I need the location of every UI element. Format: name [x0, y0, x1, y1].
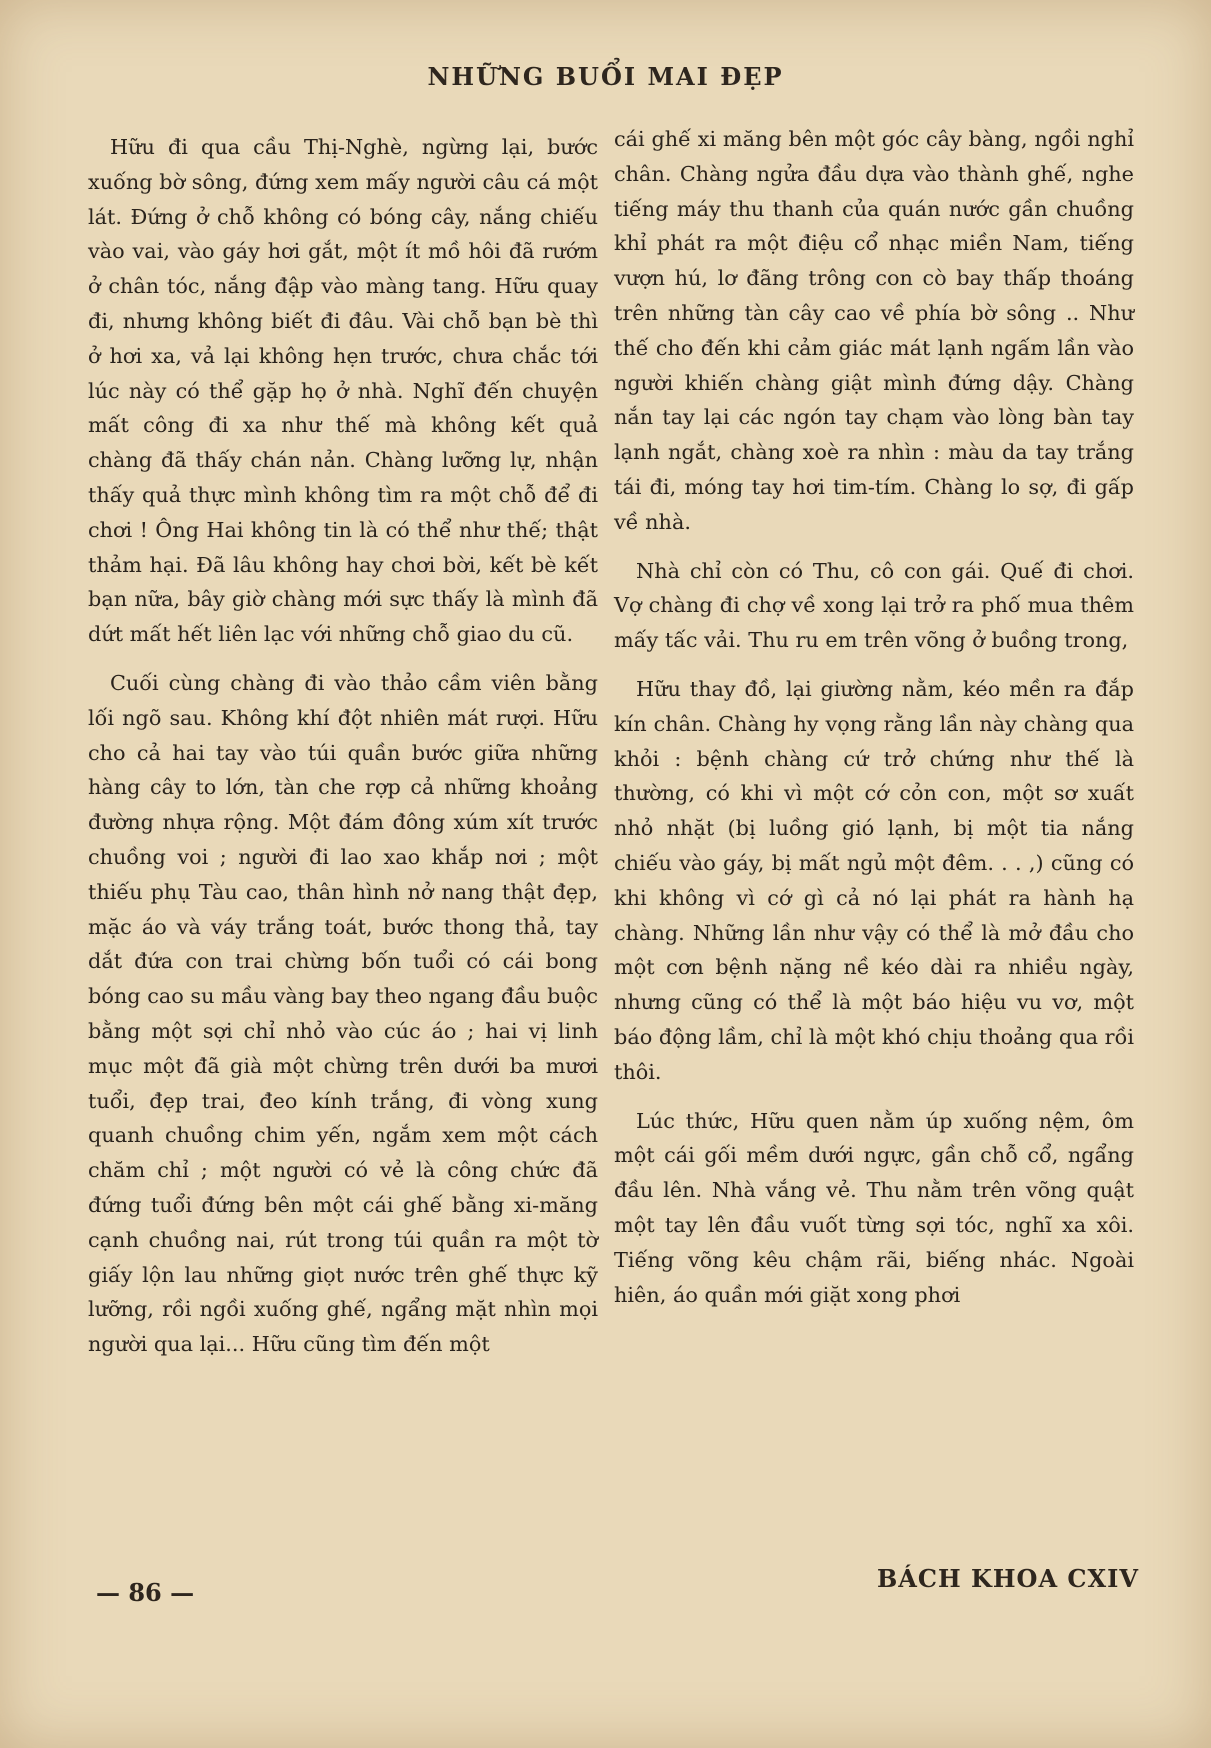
- paragraph: Hữu thay đồ, lại giường nằm, kéo mền ra đắp kín chân. Chàng hy vọng rằng lần này chàng qua khỏi : bệnh chàng cứ trở chứng như thế là thường, có khi vì một cớ cỏn con, một sơ xuất nhỏ nhặt (bị luồng gió lạnh, bị một tia nắng chiếu vào gáy, bị mất ngủ một đêm. . . ,) cũng có khi không vì cớ gì cả nó lại phát ra hành hạ chàng. Những lần như vậy có thể là mở đầu cho một cơn bệnh nặng nề kéo dài ra nhiều ngày, nhưng cũng có thể là một báo hiệu vu vơ, một báo động lầm, chỉ là một khó chịu thoảng qua rồi thôi.: [614, 676, 1134, 1084]
- left-column: [88, 130, 598, 1376]
- paragraph: Nhà chỉ còn có Thu, cô con gái. Quế đi chơi. Vợ chàng đi chợ về xong lại trở ra phố mua thêm mấy tấc vải. Thu ru em trên võng ở buồng trong,: [614, 558, 1134, 653]
- page-number: — 86 —: [96, 1578, 195, 1607]
- paragraph: Lúc thức, Hữu quen nằm úp xuống nệm, ôm một cái gối mềm dưới ngực, gần chỗ cổ, ngẩng đầu lên. Nhà vắng vẻ. Thu nằm trên võng quật một tay lên đầu vuốt từng sợi tóc, nghĩ xa xôi. Tiếng võng kêu chậm rãi, biếng nhác. Ngoài hiên, áo quần mới giặt xong phơi: [614, 1108, 1134, 1307]
- paragraph: Hữu đi qua cầu Thị-Nghè, ngừng lại, bước xuống bờ sông, đứng xem mấy người câu cá một lát. Đứng ở chỗ không có bóng cây, nắng chiếu vào vai, vào gáy hơi gắt, một ít mồ hôi đã rướm ở chân tóc, nắng đập vào màng tang. Hữu quay đi, nhưng không biết đi đâu. Vài chỗ bạn bè thì ở hơi xa, vả lại không hẹn trước, chưa chắc tới lúc này có thể gặp họ ở nhà. Nghĩ đến chuyện mất công đi xa như thế mà không kết quả chàng đã thấy chán nản. Chàng lưỡng lự, nhận thấy quả thực mình không tìm ra một chỗ để đi chơi ! Ông Hai không tin là có thể như thế; thật thảm hại. Đã lâu không hay chơi bời, kết bè kết bạn nữa, bây giờ chàng mới sực thấy là mình đã dứt mất hết liên lạc với những chỗ giao du cũ.: [88, 135, 598, 647]
- page-title: NHỮNG BUỔI MAI ĐẸP: [427, 62, 784, 91]
- paragraph: Cuối cùng chàng đi vào thảo cầm viên bằng lối ngõ sau. Không khí đột nhiên mát rượi. Hữu cho cả hai tay vào túi quần bước giữa những hàng cây to lớn, tàn che rợp cả những khoảng đường nhựa rộng. Một đám đông xúm xít trước chuồng voi ; người đi lao xao khắp nơi ; một thiếu phụ Tàu cao, thân hình nở nang thật đẹp, mặc áo và váy trắng toát, bước thong thả, tay dắt đứa con trai chừng bốn tuổi có cái bong bóng cao su mầu vàng bay theo ngang đầu buộc bằng một sợi chỉ nhỏ vào cúc áo ; hai vị linh mục một đã già một chừng trên dưới ba mươi tuổi, đẹp trai, đeo kính trắng, đi vòng xung quanh chuồng chim yến, ngắm xem một cách chăm chỉ ; một người có vẻ là công chức đã đứng tuổi đứng bên một cái ghế bằng xi-măng cạnh chuồng nai, rút trong túi quần ra một tờ giấy lộn lau những giọt nước trên ghế thực kỹ lưỡng, rồi ngồi xuống ghế, ngẩng mặt nhìn mọi người qua lại... Hữu cũng tìm đến một: [88, 670, 598, 1357]
- paragraph: cái ghế xi măng bên một góc cây bàng, ngồi nghỉ chân. Chàng ngửa đầu dựa vào thành ghế, nghe tiếng máy thu thanh của quán nước gần chuồng khỉ phát ra một điệu cổ nhạc miền Nam, tiếng vượn hú, lơ đãng trông con cò bay thấp thoáng trên những tàn cây cao về phía bờ sông .. Như thế cho đến khi cảm giác mát lạnh ngấm lần vào người khiến chàng giật mình đứng dậy. Chàng nắn tay lại các ngón tay chạm vào lòng bàn tay lạnh ngắt, chàng xoè ra nhìn : màu da tay trắng tái đi, móng tay hơi tim-tím. Chàng lo sợ, đi gấp về nhà.: [614, 127, 1134, 534]
- magazine-issue: BÁCH KHOA CXIV: [876, 1564, 1139, 1593]
- right-column: [614, 122, 1134, 1326]
